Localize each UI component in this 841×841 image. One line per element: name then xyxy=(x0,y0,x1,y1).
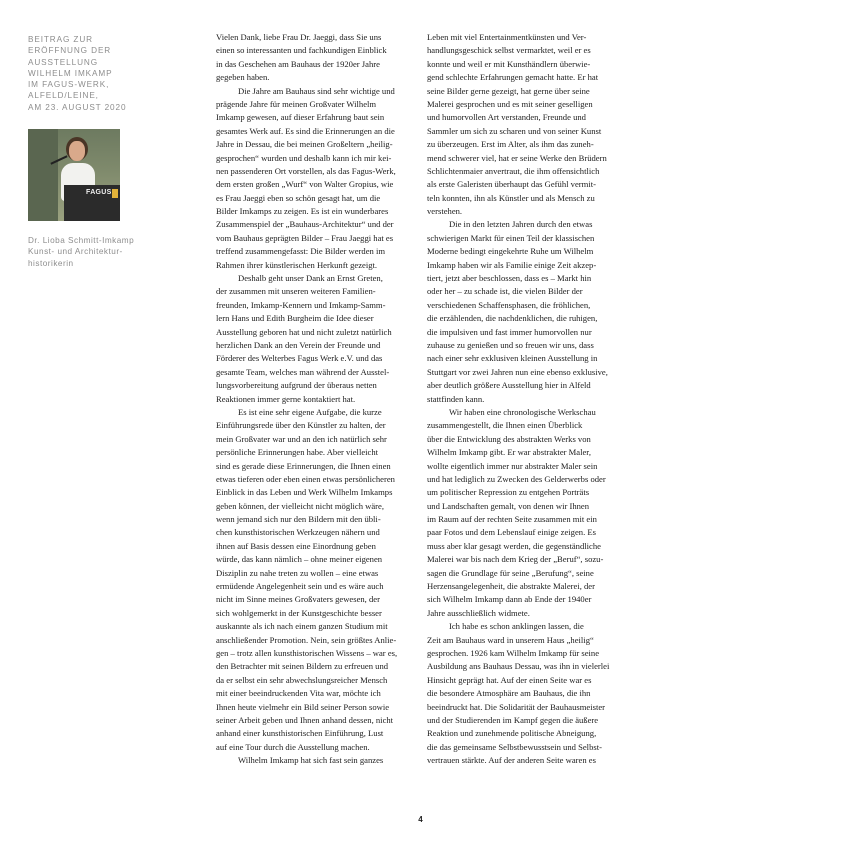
text-line: zu überzeugen. Erst im Alter, als ihm das zuneh- xyxy=(427,139,594,150)
text-line: ermüdende Angelegenheit sein und es wäre auch xyxy=(216,581,384,592)
text-line: in das Geschehen am Bauhaus der 1920er Jahre xyxy=(216,58,380,69)
text-line: beeindruckt hat. Die Solidarität der Bauhausmeister xyxy=(427,701,606,712)
text-line: einen so interessanten und fachkundigen Einblick xyxy=(216,45,387,56)
text-line: die erzählenden, die nachdenklichen, die ruhigen, xyxy=(427,313,598,324)
text-line: Herzensangelegenheit, die abstrakte Malerei, der xyxy=(427,581,595,592)
text-line: vom Bauhaus geprägten Bilder – Frau Jaeggi hat es xyxy=(216,232,394,243)
text-line: Ich habe es schon anklingen lassen, die xyxy=(449,621,584,632)
text-line: Malerei war bis nach dem Krieg der „Beruf“, sozu- xyxy=(427,554,604,565)
text-column-left xyxy=(216,31,416,767)
text-line: und hat lediglich zu Zwecken des Gelderwerbs oder xyxy=(427,473,606,484)
speaker-photo xyxy=(28,129,120,221)
text-line: gesamtes Werk auf. Es sind die Erinnerungen an die xyxy=(216,125,395,136)
text-line: gesprochen. 1926 kam Wilhelm Imkamp für seine xyxy=(427,647,600,658)
text-line: sagen die Grundlage für seine „Berufung“, seine xyxy=(427,567,594,578)
text-line: sind es gerade diese Erinnerungen, die Ihnen einen xyxy=(216,460,391,471)
text-line: es Frau Jaeggi eben so schön gesagt hat, um die xyxy=(216,192,381,203)
text-line: aber deutlich größere Ausstellung hier in Alfeld xyxy=(427,380,591,391)
text-line: Ausbildung ans Bauhaus Dessau, was ihn in vielerlei xyxy=(427,661,610,672)
text-line: Rahmen ihrer künstlerischen Herkunft gezeigt. xyxy=(216,259,378,270)
text-line: Wilhelm Imkamp hat sich fast sein ganzes xyxy=(238,755,384,766)
text-line: wenn jemand sich nur den Bildern mit den übli- xyxy=(216,514,381,525)
text-line: dem ersten großen „Wurf“ von Walter Gropius, wie xyxy=(216,179,394,190)
text-line: lungsvorbereitung aufgrund der überaus netten xyxy=(216,380,377,391)
text-line: Die in den letzten Jahren durch den etwas xyxy=(449,219,593,230)
text-line: lern Hans und Edith Burgheim die Idee dieser xyxy=(216,313,374,324)
heading-line: IM FAGUS-WERK, xyxy=(28,80,110,90)
heading-line: WILHELM IMKAMP xyxy=(28,68,113,78)
sidebar xyxy=(28,34,178,269)
text-line: und humorvollen Art verstanden, Freunde und xyxy=(427,112,586,123)
photo-background xyxy=(28,129,58,221)
text-line: chen kunsthistorischen Werkzeugen nähern und xyxy=(216,527,380,538)
text-line: geben können, der vielleicht nicht möglich wäre, xyxy=(216,500,384,511)
text-line: die impulsiven und fast immer humorvollen nur xyxy=(427,326,592,337)
text-line: Disziplin zu nahe treten zu wollen – eine etwas xyxy=(216,567,379,578)
text-line: Reaktion und zunehmende politische Abneigung, xyxy=(427,728,597,739)
text-line: die das gemeinsame Selbstbewusstsein und Selbst- xyxy=(427,741,602,752)
text-line: gesamte Team, welches man während der Ausstel- xyxy=(216,366,390,377)
text-line: vertrauen stärkte. Auf der anderen Seite waren es xyxy=(427,755,596,766)
text-line: anhand einer kunsthistorischen Einführung, Lust xyxy=(216,728,384,739)
text-column-right xyxy=(427,31,627,767)
heading-line: AM 23. AUGUST 2020 xyxy=(28,102,127,112)
text-line: Ihnen heute vielmehr ein Bild seiner Person sowie xyxy=(216,701,390,712)
text-line: und Landschaften gemalt, von denen wir Ihnen xyxy=(427,500,590,511)
text-line: Reaktionen immer gerne kontaktiert hat. xyxy=(216,393,356,404)
text-line: als erste Galeristen überhaupt das Gefühl vermit- xyxy=(427,179,596,190)
text-line: gen – trotz allen kunsthistorischen Wissens – war es, xyxy=(216,647,398,658)
text-line: Wir haben eine chronologische Werkschau xyxy=(449,406,596,417)
text-line: verschiedenen Schaffensphasen, die fröhlichen, xyxy=(427,299,591,310)
text-line: sich wohlgemerkt in der Kunstgeschichte besser xyxy=(216,607,382,618)
text-line: mend schwerer viel, hat er seine Werke den Brüdern xyxy=(427,152,607,163)
text-line: seine Bilder gerne gezeigt, hat gerne über seine xyxy=(427,85,590,96)
text-line: Malerei gesprochen und es mit seiner geselligen xyxy=(427,98,593,109)
text-line: würde, das kann nämlich – ohne meiner eigenen xyxy=(216,554,383,565)
text-line: persönliche Erinnerungen habe. Aber vielleicht xyxy=(216,447,379,458)
text-line: Deshalb geht unser Dank an Ernst Greten, xyxy=(238,273,383,284)
text-line: Einblick in das Leben und Werk Wilhelm Imkamps xyxy=(216,487,393,498)
heading-line: BEITRAG ZUR xyxy=(28,35,93,44)
text-line: Jahre ausschließlich widmete. xyxy=(427,607,530,618)
text-line: Leben mit viel Entertainmentkünsten und Ver- xyxy=(427,32,587,42)
text-line: Es ist eine sehr eigene Aufgabe, die kurze xyxy=(238,406,382,417)
text-line: Imkamp gewesen, auf dieser Erfahrung baut sein xyxy=(216,112,385,123)
text-line: im Raum auf der rechten Seite zusammen mit ein xyxy=(427,514,597,525)
podium-label: FAGUS xyxy=(86,189,112,197)
text-line: muss aber klar gesagt werden, die gegenständliche xyxy=(427,540,601,551)
heading-line: AUSSTELLUNG xyxy=(28,57,98,67)
text-line: Bilder Imkamps zu zeigen. Es ist ein wunderbares xyxy=(216,206,389,217)
text-line: mein Großvater war und an den ich natürlich sehr xyxy=(216,433,387,444)
text-line: und der Studierenden im Kampf gegen die äußere xyxy=(427,714,599,725)
text-line: zuhause zu genießen und so freuen wir uns, dass xyxy=(427,339,594,350)
text-line: auf eine Tour durch die Ausstellung machen. xyxy=(216,741,370,752)
text-line: teln konnten, ihn als Künstler und als Mensch zu xyxy=(427,192,595,203)
text-line: prägende Jahre für meinen Großvater Wilhelm xyxy=(216,98,377,109)
text-line: Ausstellung geboren hat und nicht zuletzt natürlich xyxy=(216,326,392,337)
page-number: 4 xyxy=(418,815,423,824)
text-line: da er selbst ein sehr abwechslungsreicher Mensch xyxy=(216,674,388,685)
text-line: nicht im Sinne meines Großvaters gewesen, der xyxy=(216,594,380,605)
text-line: Zeit am Bauhaus ward in unserem Haus „heilig“ xyxy=(427,634,594,645)
caption-line: Kunst- und Architektur- xyxy=(28,247,123,257)
text-line: Hinsicht geprägt hat. Auf der einen Seite war es xyxy=(427,674,592,685)
text-line: tiert, jetzt aber beschlossen, dass es – Markt hin xyxy=(427,273,592,284)
caption-line: historikerin xyxy=(28,258,74,268)
text-line: seiner Arbeit geben und Ihnen anhand dessen, nicht xyxy=(216,714,394,725)
text-line: Zusammenspiel der „Bauhaus-Architektur“ und der xyxy=(216,219,394,230)
text-line: wollte eigentlich immer nur abstrakter Maler sein xyxy=(427,460,598,471)
photo-caption xyxy=(28,235,178,269)
photo-face xyxy=(69,141,85,161)
text-line: nach einer sehr exklusiven kleinen Ausstellung in xyxy=(427,353,598,364)
caption-line: Dr. Lioba Schmitt-Imkamp xyxy=(28,236,135,246)
text-line: um politischer Repression zu entgehen Porträts xyxy=(427,487,590,498)
podium-logo-mark xyxy=(112,189,118,198)
text-line: Jahre in Dessau, die bei meinen Großeltern „heilig- xyxy=(216,139,393,150)
heading-line: ALFELD/LEINE, xyxy=(28,91,99,101)
text-line: oder her – zu schade ist, die vielen Bilder der xyxy=(427,286,583,297)
text-line: anschließender Promotion. Nein, sein größtes Anlie- xyxy=(216,634,397,645)
text-line: Imkamp haben wir als Familie einige Zeit akzep- xyxy=(427,259,597,270)
text-line: über die Entwicklung des abstrakten Werks von xyxy=(427,433,591,444)
text-line: Stuttgart vor zwei Jahren nun eine ebenso exklusive, xyxy=(427,366,608,377)
text-line: gend schlechte Erfahrungen gemacht hatte. Er hat xyxy=(427,72,599,83)
text-line: verstehen. xyxy=(427,206,463,217)
text-line: ihnen auf Basis dessen eine Einordnung geben xyxy=(216,540,376,551)
text-line: konnte und weil er mit Kunsthändlern überwie- xyxy=(427,58,591,69)
text-line: sich Wilhelm Imkamp dann ab Ende der 1940er xyxy=(427,594,592,605)
text-line: schwierigen Markt für einen Teil der klassischen xyxy=(427,232,595,243)
text-line: handlungsgeschick selbst vermarktet, weil er es xyxy=(427,45,591,56)
text-line: Einführungsrede über den Künstler zu halten, der xyxy=(216,420,386,431)
text-line: Sammler um sich zu scharen und von seiner Kunst xyxy=(427,125,602,136)
text-line: Förderer des Welterbes Fagus Werk e.V. und das xyxy=(216,353,383,364)
text-line: die besondere Atmosphäre am Bauhaus, die ihn xyxy=(427,688,591,699)
text-line: treffend zusammengefasst: Die Bilder werden im xyxy=(216,246,386,257)
text-line: paar Fotos und dem Lebenslauf einige zeigen. Es xyxy=(427,527,596,538)
text-line: nen passenderen Ort vorstellen, als das Fagus-Werk, xyxy=(216,165,396,176)
text-line: der zusammen mit unseren weiteren Familien- xyxy=(216,286,376,297)
text-line: Die Jahre am Bauhaus sind sehr wichtige und xyxy=(238,85,395,96)
text-line: zusammengestellt, die Ihnen einen Überblick xyxy=(427,420,583,431)
text-line: Vielen Dank, liebe Frau Dr. Jaeggi, dass Sie uns xyxy=(216,32,382,42)
text-line: herzlichen Dank an den Verein der Freunde und xyxy=(216,339,381,350)
text-line: auskannte als ich nach einem ganzen Studium mit xyxy=(216,621,388,632)
article-heading xyxy=(28,34,178,113)
text-line: Moderne bedingt eingekehrte Ruhe um Wilhelm xyxy=(427,246,594,257)
text-line: gesprochen“ wurden und deshalb kann ich mir kei- xyxy=(216,152,392,163)
text-line: mit einer beeindruckenden Vita war, möchte ich xyxy=(216,688,381,699)
text-line: stattfinden kann. xyxy=(427,393,485,404)
text-line: freunden, Imkamp-Kennern und Imkamp-Samm- xyxy=(216,299,386,310)
text-line: etwas tieferen oder eben einen etwas persönlicheren xyxy=(216,473,395,484)
text-line: Wilhelm Imkamp gibt. Er war abstrakter Maler, xyxy=(427,447,591,458)
text-line: Schlichtenmaier anvertraut, die ihm offensichtlich xyxy=(427,165,600,176)
text-line: den Betrachter mit seinen Bildern zu erfreuen und xyxy=(216,661,389,672)
heading-line: ERÖFFNUNG DER xyxy=(28,46,112,56)
text-line: gegeben haben. xyxy=(216,72,270,83)
